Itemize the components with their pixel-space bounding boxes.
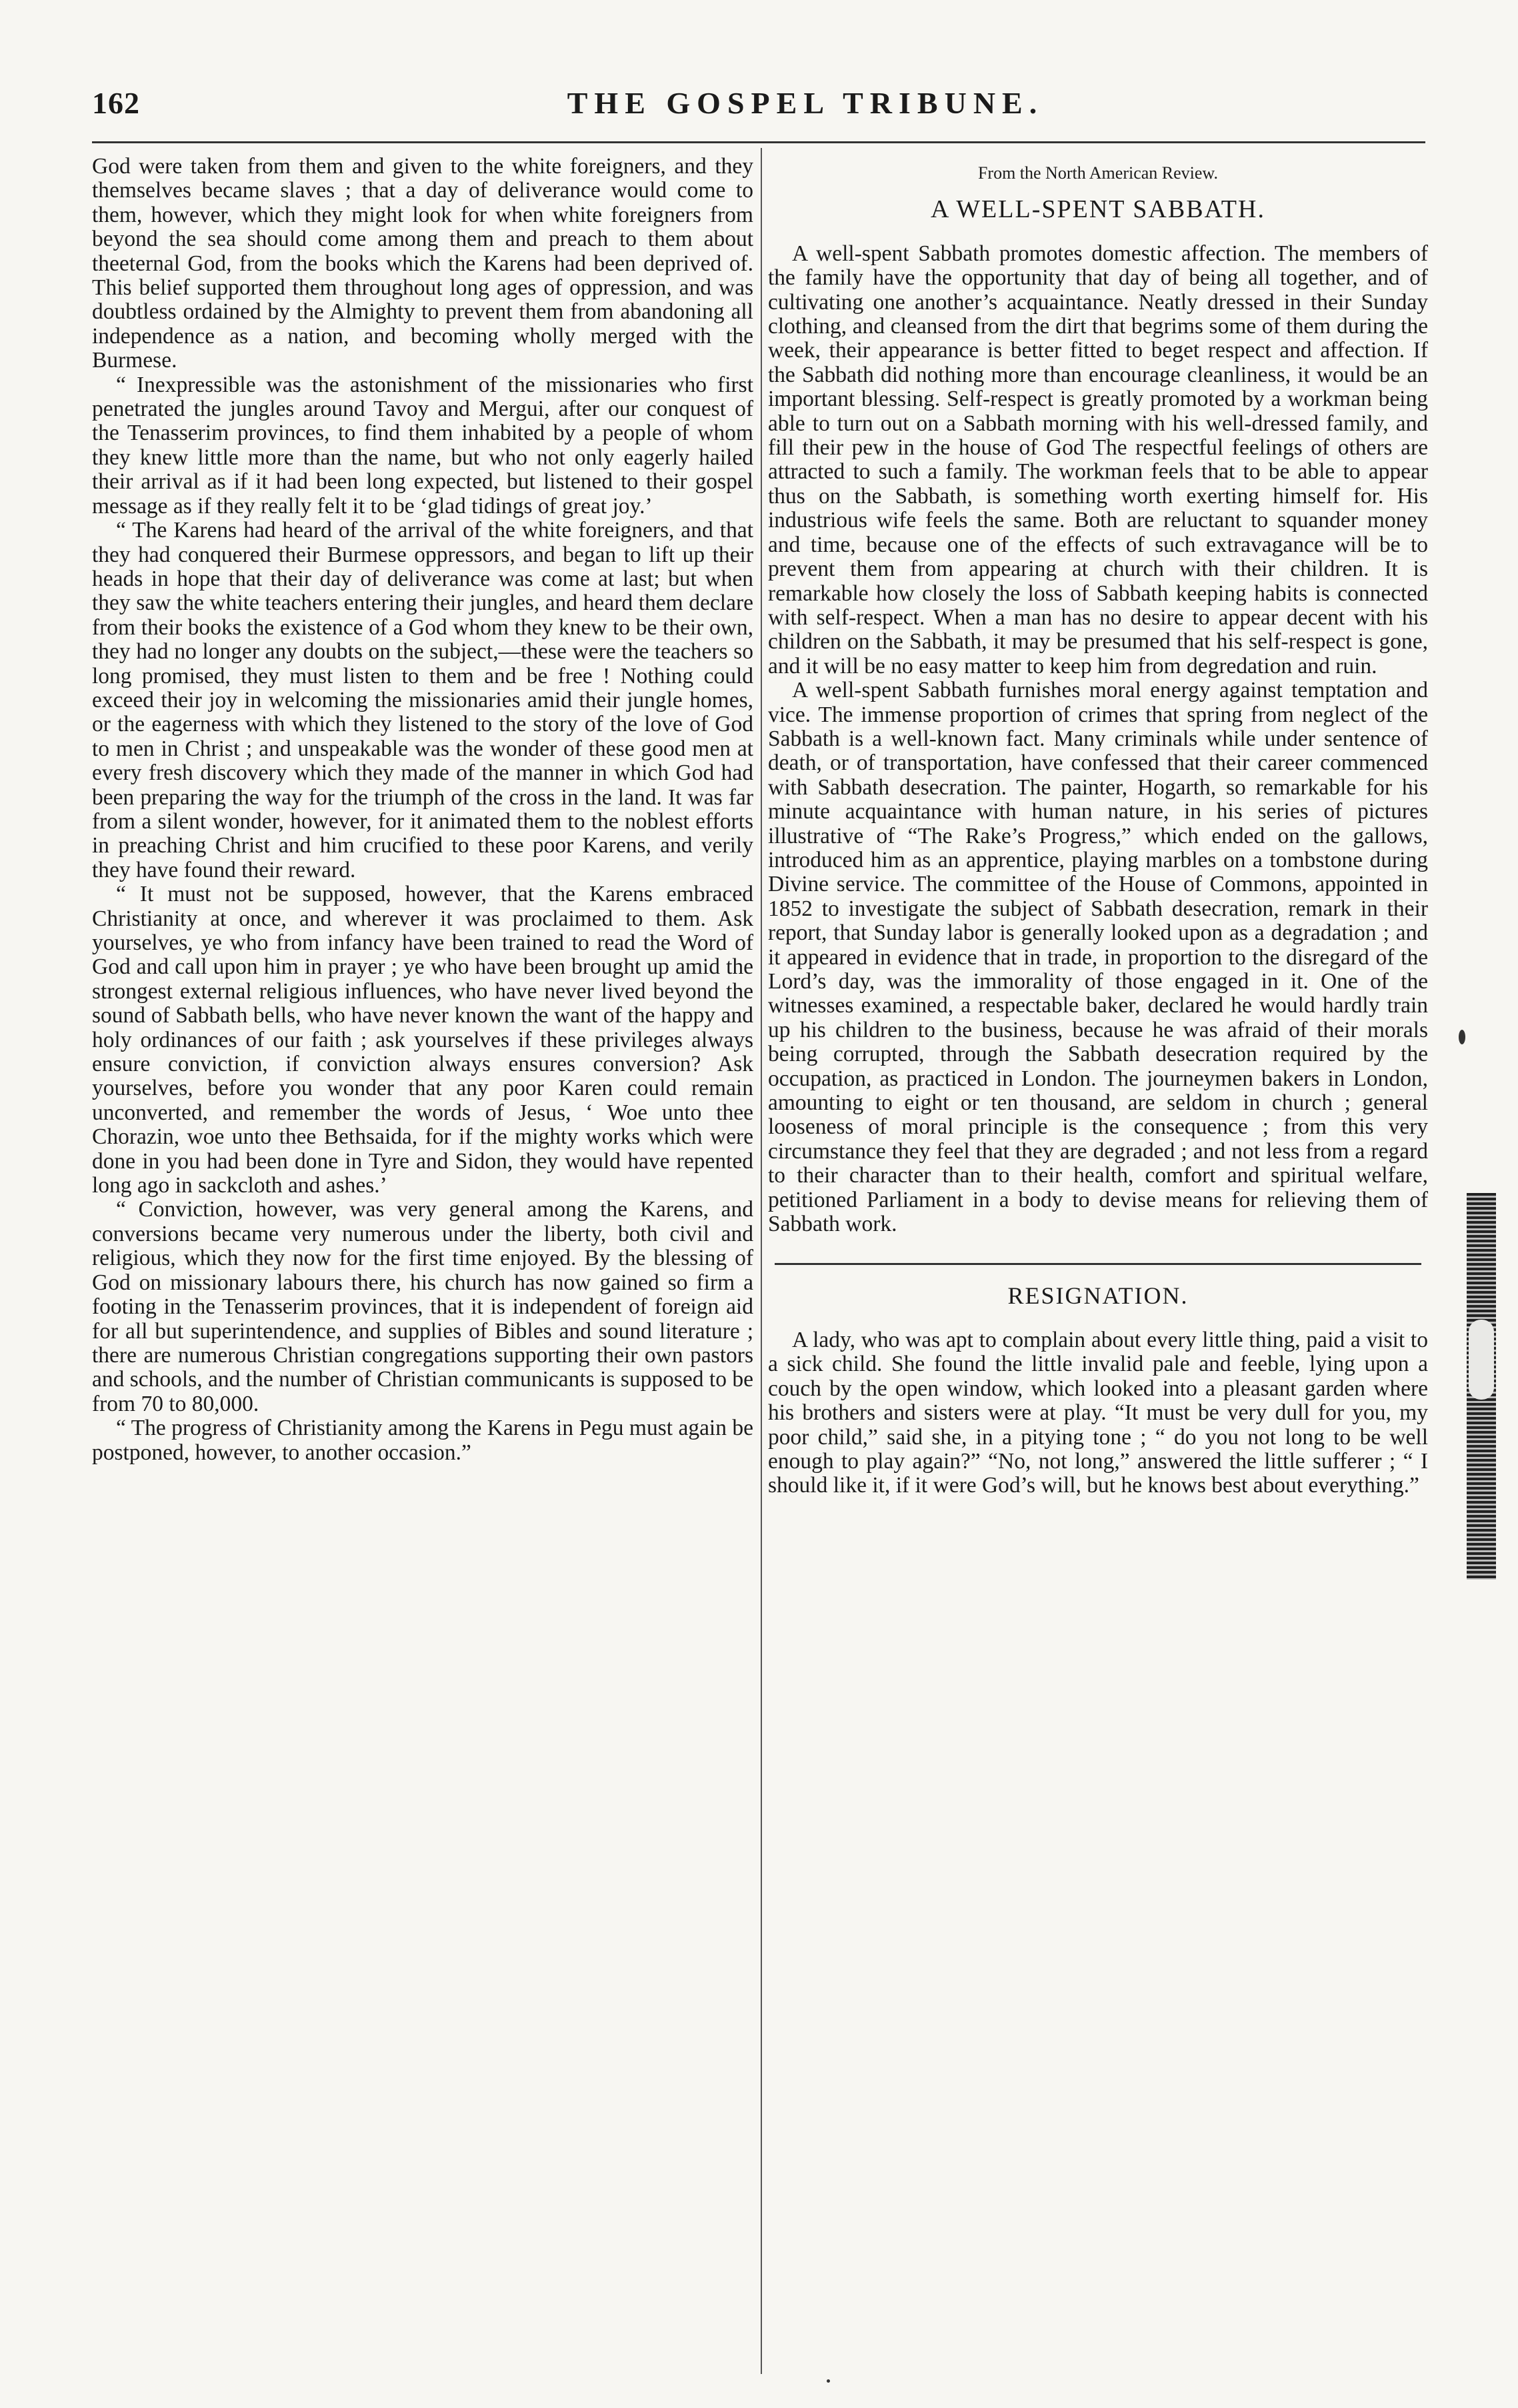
article-source: From the North American Review. (977, 163, 1219, 183)
ink-speck (1459, 1030, 1465, 1044)
section-rule (775, 1263, 1421, 1265)
left-column (92, 155, 753, 1465)
ink-speck (827, 2379, 830, 2383)
paragraph: A well-spent Sabbath promotes domestic affection. The members of the family have the opportunity that day of being all together, and of cultivating one another’s acquaintance. Neatly dressed in their Sunday clothing, and cleansed from the dirt that begrims some of them during the week, their appearance is better fitted to beget respect and affection. If the Sabbath did nothing more than encourage cleanliness, it would be an important blessing. Self-respect is greatly promoted by a workman being able to turn out on a Sabbath morning with his well-dressed family, and fill their pew in the house of God The respectful feelings of others are attracted to such a family. The workman feels that to be able to appear thus on the Sabbath, is something worth exerting himself for. His industrious wife feels the same. Both are reluctant to squander money and time, because one of the effects of such extravagance will be to prevent them from appearing at church with their children. It is remarkable how closely the loss of Sabbath keeping habits is connected with self-respect. When a man has no desire to appear decent with his children on the Sabbath, it may be presumed that his self-respect is gone, and it will be no easy matter to keep him from degredation and ruin. (768, 241, 1428, 678)
paragraph: “ Conviction, however, was very general among the Karens, and conversions became very numerous under the liberty, both civil and religious, which they now for the first time enjoyed. By the blessing of God on missionary labours there, his church has now gained so firm a footing in the Tenasserim provinces, that it is independent of foreign aid for all but superintendence, and supplies of Bibles and sound literature ; there are numerous Christian congregations supporting their own pastors and schools, and the number of Christian communicants is supposed to be from 70 to 80,000. (92, 1197, 753, 1416)
header-rule (92, 141, 1425, 143)
paragraph: “ Inexpressible was the astonishment of the missionaries who first penetrated the jungles around Tavoy and Mergui, after our conquest of the Tenasserim provinces, to find them inhabited by a people of whom they knew little more than the name, but who not only eagerly hailed their arrival as if it had been long expected, but listened to their gospel message as if they really felt it to be ‘glad tidings of great joy.’ (92, 372, 753, 519)
paragraph: “ The progress of Christianity among the Karens in Pegu must again be postponed, however, to another occasion.” (92, 1416, 753, 1465)
right-column (768, 155, 1428, 1498)
paragraph: “ It must not be supposed, however, that the Karens embraced Christianity at once, and wherever it was proclaimed to them. Ask yourselves, ye who from infancy have been trained to read the Word of God and call upon him in prayer ; ye who have been brought up amid the strongest external religious influences, who have never lived beyond the sound of Sabbath bells, who have never known the want of the happy and holy ordinances of our faith ; ask yourselves if these privileges always ensure conviction, if conviction always ensures conversion? Ask yourselves, before you wonder that any poor Karen could remain unconverted, and remember the words of Jesus, ‘ Woe unto thee Chorazin, woe unto thee Bethsaida, for if the mighty works which were done in you had been done in Tyre and Sidon, they would have repented long ago in sackcloth and ashes.’ (92, 882, 753, 1198)
paragraph: God were taken from them and given to the white foreigners, and they themselves became slaves ; that a day of deliverance would come to them, however, which they might look for when white foreigners from beyond the sea should come among them and preach to them about theeternal God, from the books which the Karens had been deprived of. This belief supported them throughout long ages of oppression, and was doubtless ordained by the Almighty to prevent them from abandoning all independence as a nation, and becoming wholly merged with the Burmese. (92, 154, 753, 373)
running-title: THE GOSPEL TRIBUNE. (567, 86, 1044, 120)
section-title: RESIGNATION. (1007, 1282, 1189, 1310)
page-header (92, 79, 1425, 132)
page-number: 162 (92, 86, 140, 120)
column-divider (761, 148, 762, 2374)
article-title: A WELL-SPENT SABBATH. (931, 195, 1265, 224)
page-edge-mark (1469, 1320, 1494, 1400)
paragraph: “ The Karens had heard of the arrival of the white foreigners, and that they had conquered their Burmese oppressors, and began to lift up their heads in hope that their day of deliverance was come at last; but when they saw the white teachers entering their jungles, and heard them declare from their books the existence of a God whom they knew to be their own, they had no longer any doubts on the subject,—these were the teachers so long promised, they must listen to them and be free ! Nothing could exceed their joy in welcoming the missionaries amid their jungle homes, or the eagerness with which they listened to the story of the love of God to men in Christ ; and unspeakable was the wonder of these good men at every fresh discovery which they made of the manner in which God had been preparing the way for the triumph of the cross in the land. It was far from a silent wonder, however, for it animated them to the noblest efforts in preaching Christ and him crucified to these poor Karens, and verily they have found their reward. (92, 518, 753, 882)
paragraph: A well-spent Sabbath furnishes moral energy against temptation and vice. The immense proportion of crimes that spring from neglect of the Sabbath is a well-known fact. Many criminals while under sentence of death, or of transportation, have confessed that their career commenced with Sabbath desecration. The painter, Hogarth, so remarkable for his minute acquaintance with human nature, in his series of pictures illustrative of “The Rake’s Progress,” which ended on the gallows, introduced him as an apprentice, playing marbles on a tombstone during Divine service. The committee of the House of Commons, appointed in 1852 to investigate the subject of Sabbath desecration, remark in their report, that Sunday labor is generally looked upon as a degradation ; and it appeared in evidence that in trade, in proportion to the disregard of the Lord’s day, was the immorality of those engaged in it. One of the witnesses examined, a respectable baker, declared he would hardly train up his children to the business, because he was afraid of their morals being corrupted, through the Sabbath desecration required by the occupation, as practiced in London. The journeymen bakers in London, amounting to eight or ten thousand, are seldom in church ; general looseness of moral principle is the consequence ; from this very circumstance they feel that they are degraded ; and not less from a regard to their character than to their health, comfort and spiritual welfare, petitioned Parliament in a body to devise means for relieving them of Sabbath work. (768, 678, 1428, 1237)
paragraph: A lady, who was apt to complain about every little thing, paid a visit to a sick child. She found the little invalid pale and feeble, lying upon a couch by the open window, which looked into a pleasant garden where his brothers and sisters were at play. “It must be very dull for you, my poor child,” said she, in a pitying tone ; “ do you not long to be well enough to play again?” “No, not long,” answered the little sufferer ; “ I should like it, if it were God’s will, but he knows best about everything.” (768, 1327, 1428, 1498)
